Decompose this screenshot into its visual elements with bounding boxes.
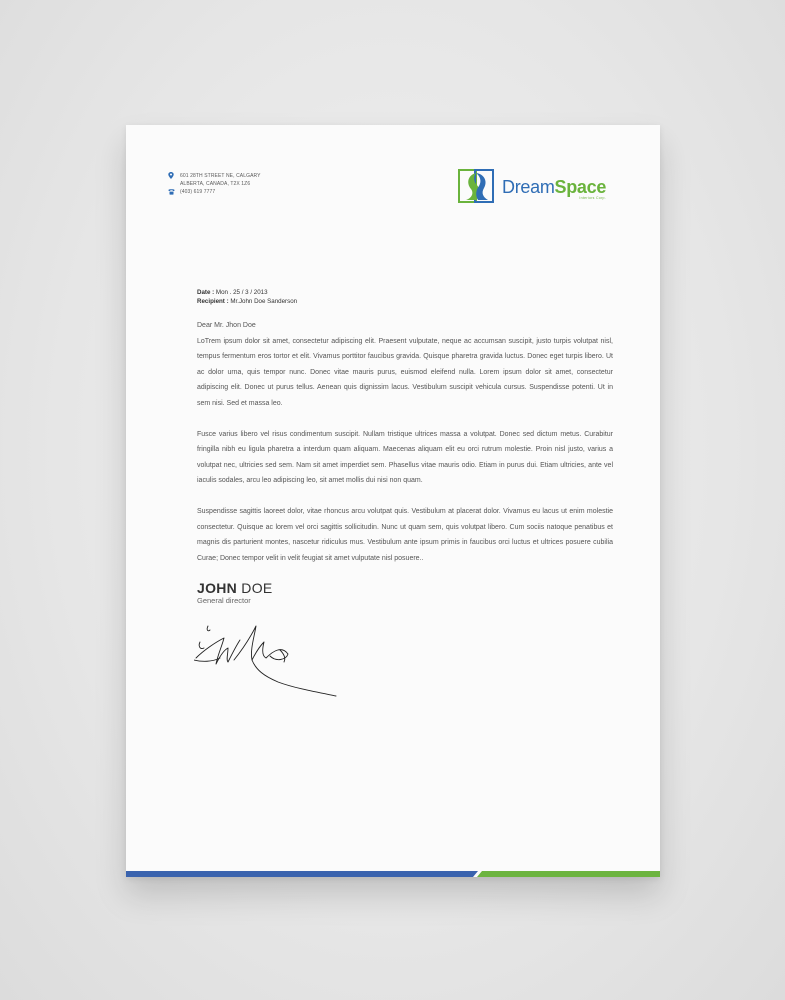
date-line xyxy=(197,288,297,297)
logo-name-space: Space xyxy=(554,176,607,197)
logo-wordmark xyxy=(502,178,606,201)
date-value: Mon . 25 / 3 / 2013 xyxy=(214,289,268,296)
signer-first-name: JOHN xyxy=(197,580,238,596)
address-row xyxy=(168,172,261,188)
dreamspace-logo-mark xyxy=(458,169,494,209)
phone-icon xyxy=(168,188,180,195)
paragraph-1: LoTrem ipsum dolor sit amet, consectetur adipiscing elit. Praesent vulputate, neque ac accumsan suscipit, justo turpis volutpat nisl, tempus fermentum eros tortor et elit. Vivamus porttitor faucibus gravida. Quisque pharetra gravida luctus. Donec eget turpis libero. Ut ac dolor urna, quis tempor nunc. Donec vitae mauris purus, euismod eleifend nulla. Lorem ipsum dolor sit amet, consectetur adipiscing elit. Donec ut purus tellus. Aenean quis dignissim lacus. Vestibulum suscipit vehicula cursus. Suspendisse potenti. Ut in sem nisi. Sed et massa leo. xyxy=(197,337,613,407)
phone-number: (403) 619 7777 xyxy=(180,189,216,195)
signer-name xyxy=(197,581,273,595)
signer-last-name: DOE xyxy=(237,580,273,596)
signer-title: General director xyxy=(197,596,251,605)
logo-name-dream: Dream xyxy=(502,176,555,197)
address-line-1: 601 28TH STREET NE, CALGARY xyxy=(180,173,261,179)
logo-tagline: Interiors Corp. xyxy=(579,195,607,200)
contact-block xyxy=(168,172,261,196)
location-pin-icon xyxy=(168,172,180,179)
address-line-2: ALBERTA, CANADA, T2X 1Z6 xyxy=(180,181,251,187)
letter-body xyxy=(197,318,613,582)
recipient-value: Mr.John Doe Sanderson xyxy=(228,298,298,305)
footer-color-bar xyxy=(126,871,660,877)
footer-bar-blue xyxy=(126,871,478,877)
handwritten-signature xyxy=(194,620,344,705)
letter-meta xyxy=(197,288,297,306)
letterhead-sheet xyxy=(126,125,660,877)
signer-block xyxy=(197,581,273,605)
recipient-label: Recipient : xyxy=(197,298,229,305)
footer-bar-green xyxy=(477,871,660,877)
greeting: Dear Mr. Jhon Doe xyxy=(197,322,256,329)
phone-row xyxy=(168,188,261,196)
date-label: Date : xyxy=(197,289,215,296)
recipient-line xyxy=(197,297,297,306)
paragraph-2: Fusce varius libero vel risus condimentum suscipit. Nullam tristique ultrices massa a volutpat. Donec sed dictum metus. Curabitur fringilla nibh eu ligula pharetra a interdum quam aliquam. Maecenas aliquam elit eu orci rutrum molestie. Proin nisl justo, varius a volutpat nec, ultricies sed sem. Nam sit amet imperdiet sem. Phasellus vitae mauris odio. Etiam in purus dui. Etiam ultricies, ante vel iaculis sodales, arcu leo adipiscing leo, sit amet mollis dui nisi non quam. xyxy=(197,430,613,484)
paragraph-3: Suspendisse sagittis laoreet dolor, vitae rhoncus arcu volutpat quis. Vestibulum at placerat dolor. Vivamus eu lacus ut enim molestie consectetur. Quisque ac lorem vel orci sagittis sollicitudin. Nunc ut quam sem, quis volutpat libero. Cum sociis natoque penatibus et magnis dis parturient montes, nascetur ridiculus mus. Vestibulum ante ipsum primis in faucibus orci luctus et ultrices posuere cubilia Curae; Donec tempor velit in velit feugiat sit amet vulputate nisl posuere.. xyxy=(197,508,613,562)
company-logo xyxy=(458,169,606,209)
